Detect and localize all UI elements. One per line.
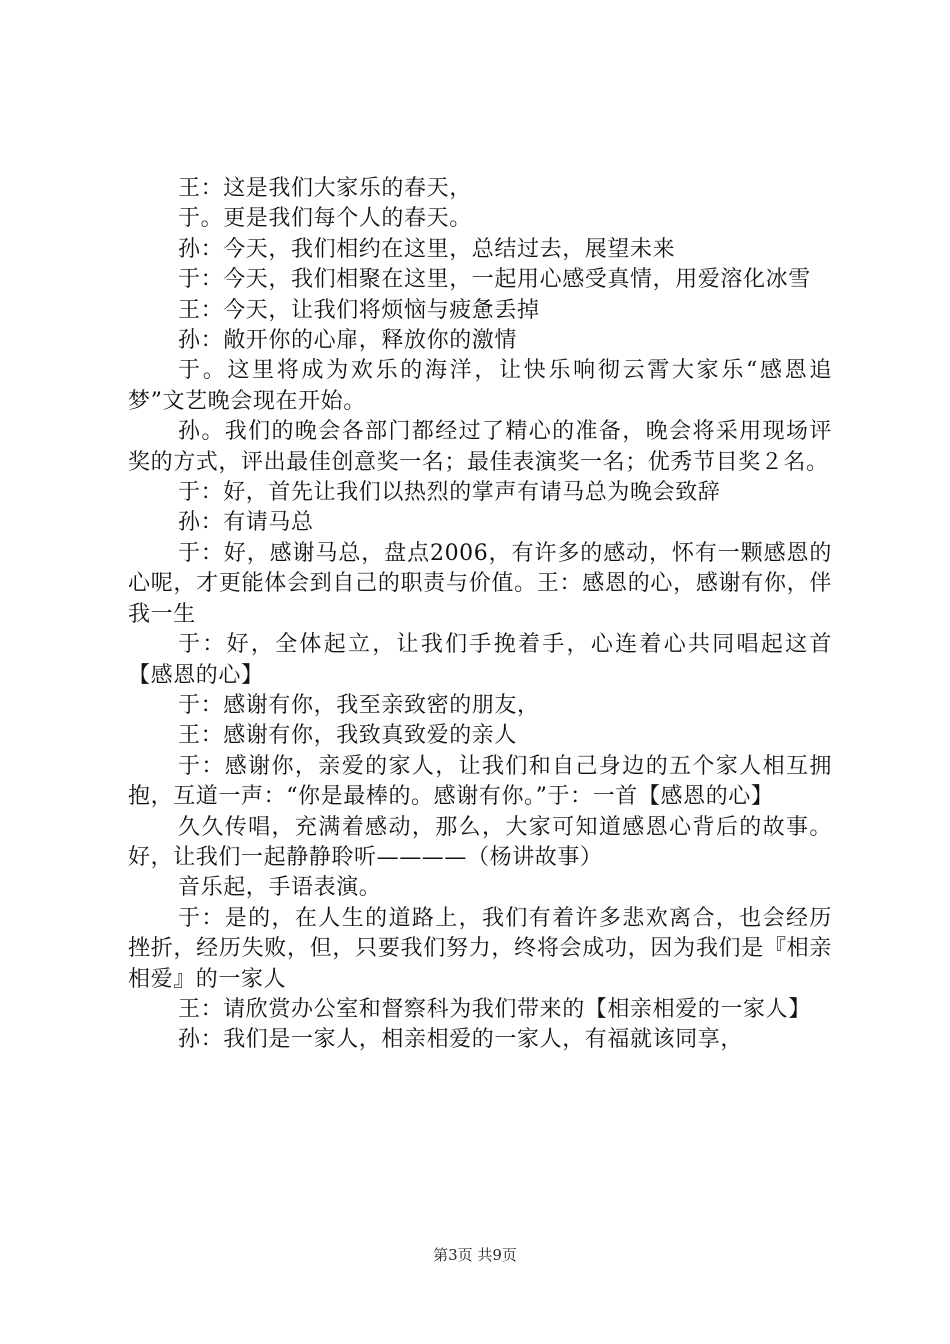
- paragraph: 于：感谢你，亲爱的家人，让我们和自己身边的五个家人相互拥抱，互道一声：“你是最棒的。感谢有你。”于：一首【感恩的心】: [128, 753, 832, 810]
- paragraph: 久久传唱，充满着感动，那么，大家可知道感恩心背后的故事。好，让我们一起静静聆听————（杨讲故事）: [128, 814, 832, 870]
- page-number-label: 第3页 共9页: [433, 1246, 517, 1264]
- paragraph: 王：今天，让我们将烦恼与疲惫丢掉: [178, 297, 540, 323]
- paragraph: 于：好，感谢马总，盘点2006，有许多的感动，怀有一颗感恩的心呢，才更能体会到自己的职责与价值。王：感恩的心，感谢有你，伴我一生: [128, 540, 832, 627]
- paragraph: 王：这是我们大家乐的春天，: [178, 176, 472, 201]
- paragraph: 孙：敞开你的心扉，释放你的激情: [178, 328, 518, 354]
- paragraph: 于：好，首先让我们以热烈的掌声有请马总为晚会致辞: [178, 480, 721, 506]
- paragraph: 王：请欣赏办公室和督察科为我们带来的【相亲相爱的一家人】: [178, 996, 811, 1022]
- paragraph: 于：今天，我们相聚在这里，一起用心感受真情，用爱溶化冰雪: [178, 267, 811, 293]
- paragraph: 音乐起，手语表演。: [178, 875, 382, 901]
- paragraph: 孙：今天，我们相约在这里，总结过去，展望未来: [178, 236, 676, 262]
- paragraph: 孙。我们的晚会各部门都经过了精心的准备，晚会将采用现场评奖的方式，评出最佳创意奖一名；最佳表演奖一名；优秀节目奖２名。: [128, 419, 832, 475]
- paragraph: 孙：我们是一家人，相亲相爱的一家人，有福就该同享，: [178, 1027, 744, 1053]
- paragraph: 于：好，全体起立，让我们手挽着手，心连着心共同唱起这首【感恩的心】: [128, 632, 832, 688]
- paragraph: 孙：有请马总: [178, 510, 314, 536]
- paragraph: 于：是的，在人生的道路上，我们有着许多悲欢离合，也会经历挫折，经历失败，但，只要我们努力，终将会成功，因为我们是『相亲相爱』的一家人: [128, 905, 832, 992]
- paragraph: 于。更是我们每个人的春天。: [178, 206, 472, 232]
- document-body: [128, 174, 832, 1056]
- page-footer: [0, 1244, 950, 1265]
- paragraph: 于：感谢有你，我至亲致密的朋友，: [178, 692, 540, 718]
- paragraph: 王：感谢有你，我致真致爱的亲人: [178, 723, 518, 749]
- paragraph: 于。这里将成为欢乐的海洋，让快乐响彻云霄大家乐“感恩追梦”文艺晚会现在开始。: [128, 358, 832, 414]
